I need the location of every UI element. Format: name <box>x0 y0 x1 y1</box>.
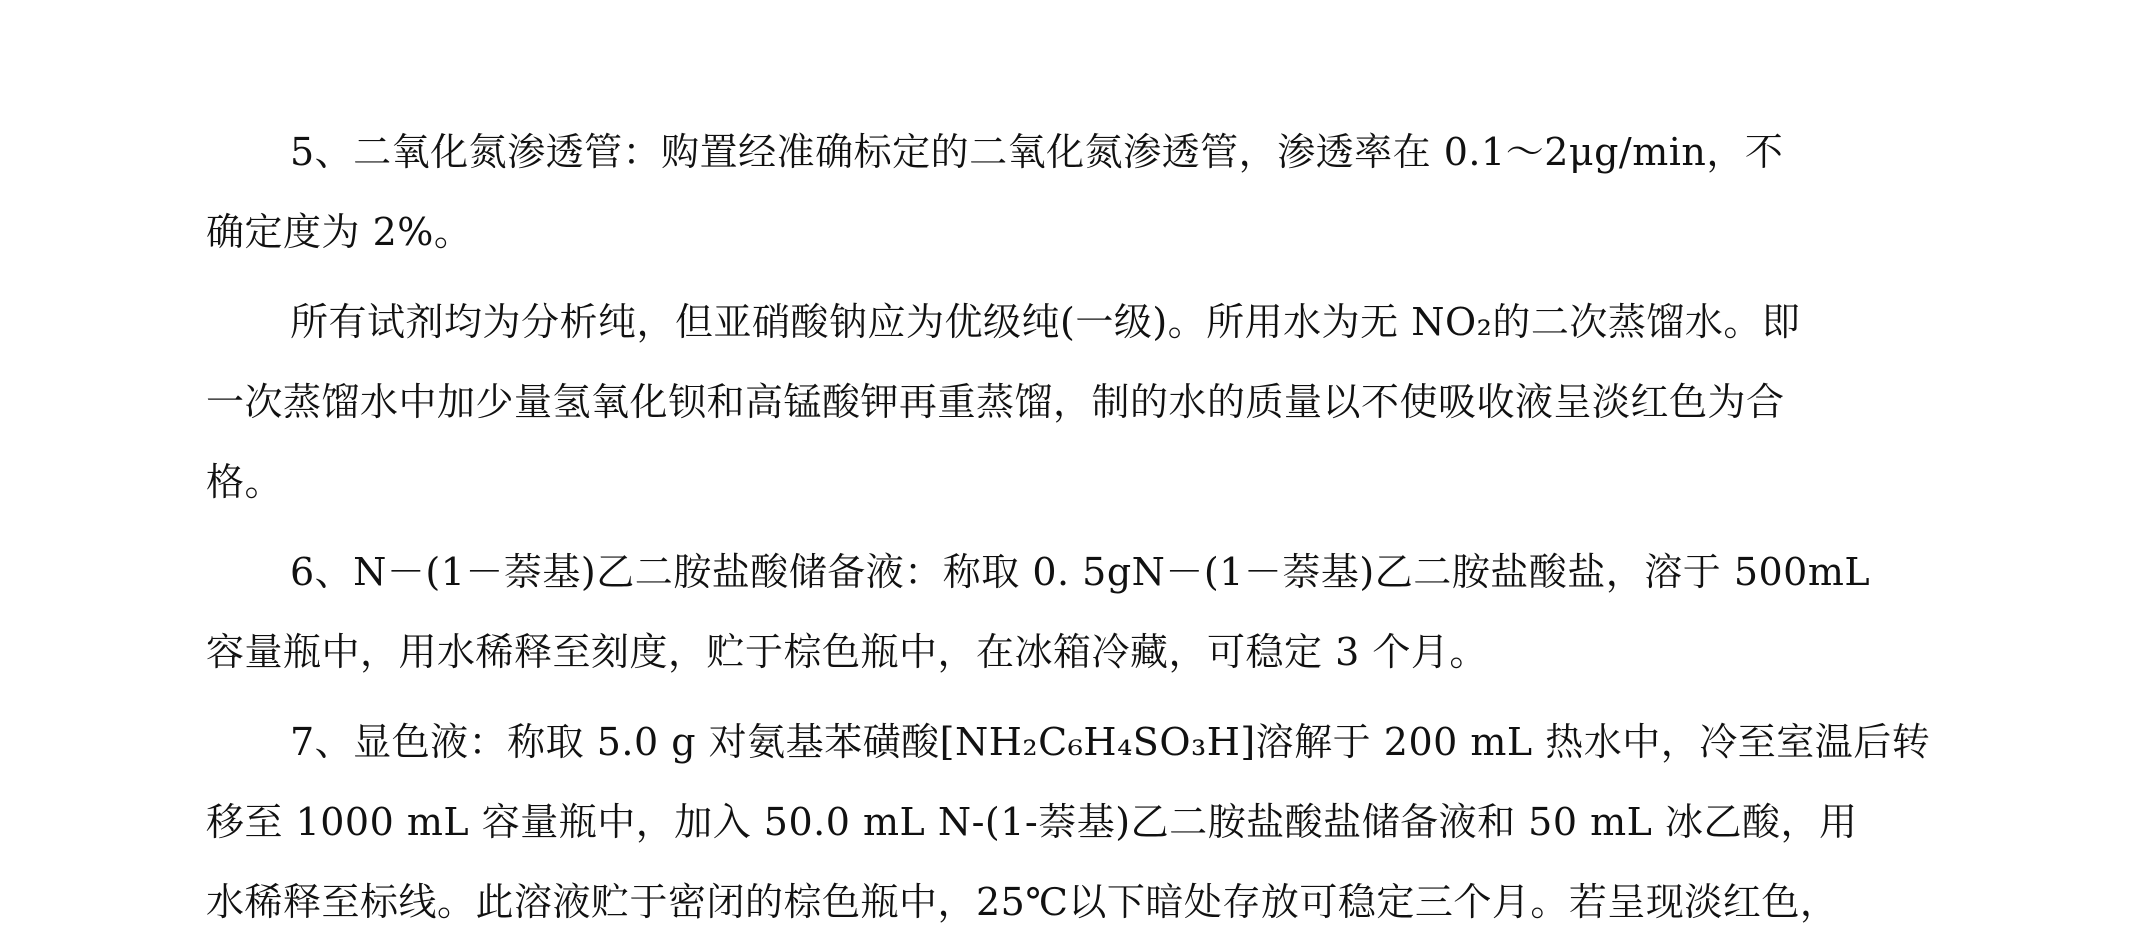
text-line: 所有试剂均为分析纯，但亚硝酸钠应为优级纯(一级)。所用水为无 NO₂的二次蒸馏水。即 <box>290 300 1801 344</box>
text-line: 6、N－(1－萘基)乙二胺盐酸储备液：称取 0. 5gN－(1－萘基)乙二胺盐酸盐，溶于 500mL <box>290 550 1871 594</box>
paragraph-7-color-reagent <box>206 702 1974 942</box>
text-line: 确定度为 2%。 <box>206 210 473 254</box>
paragraph-6-stock-solution <box>206 532 1974 692</box>
document-page <box>206 112 1974 952</box>
paragraph-5-nitrogen-dioxide-tube <box>206 112 1974 272</box>
text-line: 容量瓶中，用水稀释至刻度，贮于棕色瓶中，在冰箱冷藏，可稳定 3 个月。 <box>206 630 1488 674</box>
text-line: 7、显色液：称取 5.0 g 对氨基苯磺酸[NH₂C₆H₄SO₃H]溶解于 200 mL 热水中，冷至室温后转 <box>290 720 1931 764</box>
text-line: 移至 1000 mL 容量瓶中，加入 50.0 mL N-(1-萘基)乙二胺盐酸盐储备液和 50 mL 冰乙酸，用 <box>206 800 1858 844</box>
text-line: 5、二氧化氮渗透管：购置经准确标定的二氧化氮渗透管，渗透率在 0.1～2μg/min，不 <box>290 130 1784 174</box>
paragraph-reagent-purity <box>206 282 1974 522</box>
text-line: 一次蒸馏水中加少量氢氧化钡和高锰酸钾再重蒸馏，制的水的质量以不使吸收液呈淡红色为合 <box>206 380 1785 424</box>
text-line: 水稀释至标线。此溶液贮于密闭的棕色瓶中，25℃以下暗处存放可稳定三个月。若呈现淡红色， <box>206 880 1839 924</box>
text-line: 格。 <box>206 460 284 504</box>
